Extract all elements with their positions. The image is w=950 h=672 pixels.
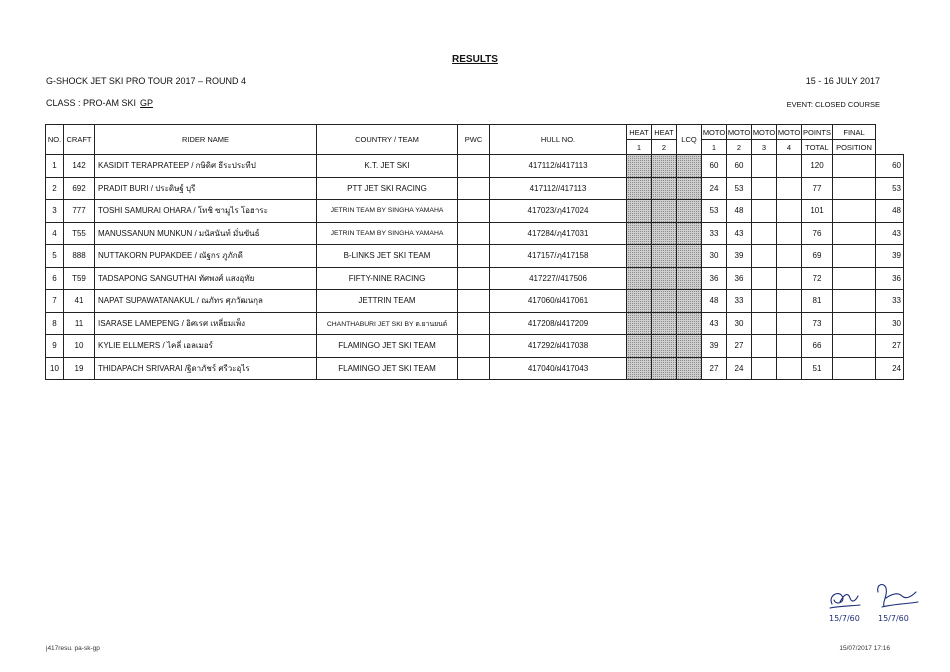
cell-lcq (677, 177, 702, 200)
signatures (826, 578, 926, 628)
cell-craft: 142 (64, 155, 95, 178)
cell-team: PTT JET SKI RACING (317, 177, 458, 200)
col-header-points: POINTS (802, 125, 833, 140)
cell-heat1 (627, 312, 652, 335)
cell-moto4 (777, 357, 802, 380)
cell-extra: 60 (876, 155, 904, 178)
footer-timestamp: 15/07/2017 17:16 (839, 645, 890, 652)
cell-craft: 692 (64, 177, 95, 200)
cell-no: 3 (46, 200, 64, 223)
col-header-moto4-num: 4 (777, 140, 802, 155)
cell-heat1 (627, 357, 652, 380)
cell-final (833, 177, 876, 200)
cell-moto3 (752, 335, 777, 358)
cell-heat1 (627, 335, 652, 358)
cell-moto4 (777, 177, 802, 200)
table-row (46, 357, 904, 380)
cell-team: CHANTHABURI JET SKI BY ต.ยานยนต์ (317, 312, 458, 335)
table-row (46, 222, 904, 245)
cell-moto3 (752, 312, 777, 335)
cell-lcq (677, 155, 702, 178)
cell-moto2: 36 (727, 267, 752, 290)
cell-moto4 (777, 200, 802, 223)
cell-extra: 27 (876, 335, 904, 358)
cell-pwc (458, 177, 490, 200)
col-header-no: NO. (46, 125, 64, 155)
cell-hull: 417040/ฝ417043 (490, 357, 627, 380)
cell-rider: TOSHI SAMURAI OHARA / โทชิ ซามูไร โอฮาระ (95, 200, 317, 223)
cell-moto3 (752, 155, 777, 178)
cell-hull: 417112//417113 (490, 177, 627, 200)
table-row (46, 312, 904, 335)
cell-lcq (677, 222, 702, 245)
cell-moto2: 33 (727, 290, 752, 313)
class-label: CLASS : PRO-AM SKI (46, 98, 137, 108)
cell-lcq (677, 357, 702, 380)
cell-total: 51 (802, 357, 833, 380)
cell-heat1 (627, 155, 652, 178)
cell-craft: 11 (64, 312, 95, 335)
cell-moto1: 33 (702, 222, 727, 245)
table-row (46, 335, 904, 358)
table-row (46, 290, 904, 313)
cell-craft: 10 (64, 335, 95, 358)
cell-total: 66 (802, 335, 833, 358)
cell-craft: T59 (64, 267, 95, 290)
cell-heat1 (627, 245, 652, 268)
cell-moto2: 30 (727, 312, 752, 335)
cell-team: JETRIN TEAM BY SINGHA YAMAHA (317, 200, 458, 223)
cell-no: 2 (46, 177, 64, 200)
cell-moto3 (752, 245, 777, 268)
cell-extra: 53 (876, 177, 904, 200)
cell-lcq (677, 200, 702, 223)
cell-lcq (677, 290, 702, 313)
col-header-position: POSITION (833, 140, 876, 155)
cell-final (833, 312, 876, 335)
cell-final (833, 290, 876, 313)
cell-moto1: 39 (702, 335, 727, 358)
cell-moto4 (777, 312, 802, 335)
document-title: RESULTS (452, 54, 498, 65)
cell-moto3 (752, 200, 777, 223)
table-row (46, 245, 904, 268)
cell-extra: 39 (876, 245, 904, 268)
cell-pwc (458, 335, 490, 358)
table-row (46, 155, 904, 178)
col-header-heat2: HEAT (652, 125, 677, 140)
cell-total: 77 (802, 177, 833, 200)
cell-heat2 (652, 200, 677, 223)
cell-lcq (677, 267, 702, 290)
col-header-moto3: MOTO (752, 125, 777, 140)
cell-no: 10 (46, 357, 64, 380)
col-header-lcq: LCQ (677, 125, 702, 155)
cell-heat2 (652, 245, 677, 268)
cell-final (833, 267, 876, 290)
cell-heat2 (652, 357, 677, 380)
signature-date-2: 15/7/60 (878, 614, 909, 623)
event-name: G-SHOCK JET SKI PRO TOUR 2017 – ROUND 4 (46, 76, 247, 86)
cell-moto3 (752, 267, 777, 290)
cell-extra: 43 (876, 222, 904, 245)
cell-lcq (677, 245, 702, 268)
cell-heat1 (627, 200, 652, 223)
cell-extra: 33 (876, 290, 904, 313)
cell-rider: KYLIE ELLMERS / ไคลี่ เอลเมอร์ (95, 335, 317, 358)
col-header-craft: CRAFT (64, 125, 95, 155)
results-body (46, 155, 904, 380)
cell-heat2 (652, 155, 677, 178)
signature-date-1: 15/7/60 (829, 614, 860, 623)
cell-pwc (458, 267, 490, 290)
cell-no: 8 (46, 312, 64, 335)
cell-no: 5 (46, 245, 64, 268)
cell-moto1: 27 (702, 357, 727, 380)
cell-pwc (458, 290, 490, 313)
cell-no: 4 (46, 222, 64, 245)
cell-heat2 (652, 267, 677, 290)
cell-moto2: 48 (727, 200, 752, 223)
signature-2-icon (878, 585, 918, 607)
col-header-moto4: MOTO (777, 125, 802, 140)
cell-heat1 (627, 267, 652, 290)
cell-lcq (677, 312, 702, 335)
footer-file-ref: j417resu. pa-sk-gp (46, 645, 100, 652)
cell-hull: 417292/ฝ417038 (490, 335, 627, 358)
table-row (46, 267, 904, 290)
cell-heat1 (627, 177, 652, 200)
col-header-moto1: MOTO (702, 125, 727, 140)
cell-heat1 (627, 222, 652, 245)
cell-rider: TADSAPONG SANGUTHAI ทัศพงศ์ แสงอุทัย (95, 267, 317, 290)
cell-moto4 (777, 245, 802, 268)
cell-craft: T55 (64, 222, 95, 245)
cell-moto1: 48 (702, 290, 727, 313)
cell-moto3 (752, 222, 777, 245)
cell-moto2: 43 (727, 222, 752, 245)
cell-final (833, 335, 876, 358)
col-header-heat1-num: 1 (627, 140, 652, 155)
cell-moto4 (777, 155, 802, 178)
cell-rider: NAPAT SUPAWATANAKUL / ณภัทร ศุภวัฒนกุล (95, 290, 317, 313)
cell-hull: 417208/ฝ417209 (490, 312, 627, 335)
cell-total: 76 (802, 222, 833, 245)
cell-team: FIFTY-NINE RACING (317, 267, 458, 290)
table-row (46, 177, 904, 200)
cell-rider: MANUSSANUN MUNKUN / มนัสนันท์ มั่นขันธ์ (95, 222, 317, 245)
cell-lcq (677, 335, 702, 358)
col-header-rider: RIDER NAME (95, 125, 317, 155)
cell-moto4 (777, 335, 802, 358)
cell-hull: 417023/ฦ417024 (490, 200, 627, 223)
cell-pwc (458, 245, 490, 268)
cell-rider: PRADIT BURI / ประดิษฐ์ บุรี (95, 177, 317, 200)
class-line (46, 98, 153, 108)
cell-no: 9 (46, 335, 64, 358)
cell-moto2: 39 (727, 245, 752, 268)
col-header-moto2-num: 2 (727, 140, 752, 155)
cell-rider: THIDAPACH SRIVARAI /ฐิดาภัชร์ ศรีวะอุไร (95, 357, 317, 380)
cell-craft: 41 (64, 290, 95, 313)
cell-no: 6 (46, 267, 64, 290)
cell-heat2 (652, 222, 677, 245)
cell-final (833, 200, 876, 223)
cell-hull: 417157/ฦ417158 (490, 245, 627, 268)
cell-final (833, 357, 876, 380)
cell-final (833, 222, 876, 245)
cell-heat2 (652, 312, 677, 335)
cell-total: 101 (802, 200, 833, 223)
cell-total: 120 (802, 155, 833, 178)
cell-rider: ISARASE LAMEPENG / อิศเรศ เหลี่ยมเพ็ง (95, 312, 317, 335)
cell-moto3 (752, 357, 777, 380)
col-header-pwc: PWC (458, 125, 490, 155)
col-header-country: COUNTRY / TEAM (317, 125, 458, 155)
cell-team: K.T. JET SKI (317, 155, 458, 178)
table-row (46, 200, 904, 223)
cell-total: 81 (802, 290, 833, 313)
cell-moto2: 53 (727, 177, 752, 200)
cell-final (833, 245, 876, 268)
cell-moto3 (752, 290, 777, 313)
cell-total: 69 (802, 245, 833, 268)
cell-pwc (458, 312, 490, 335)
col-header-moto1-num: 1 (702, 140, 727, 155)
cell-hull: 417227//417506 (490, 267, 627, 290)
event-date: 15 - 16 JULY 2017 (805, 76, 880, 86)
class-code: GP (140, 98, 154, 108)
col-header-final: FINAL (833, 125, 876, 140)
cell-moto4 (777, 222, 802, 245)
cell-rider: KASIDIT TERAPRATEEP / กษิดิศ ธีระประทีป (95, 155, 317, 178)
header-row-1 (46, 125, 904, 140)
cell-moto1: 36 (702, 267, 727, 290)
cell-moto1: 60 (702, 155, 727, 178)
results-table (45, 124, 904, 380)
cell-moto2: 27 (727, 335, 752, 358)
cell-team: JETRIN TEAM BY SINGHA YAMAHA (317, 222, 458, 245)
cell-team: FLAMINGO JET SKI TEAM (317, 357, 458, 380)
cell-moto4 (777, 290, 802, 313)
cell-total: 73 (802, 312, 833, 335)
cell-heat2 (652, 290, 677, 313)
cell-heat2 (652, 177, 677, 200)
col-header-heat2-num: 2 (652, 140, 677, 155)
cell-moto1: 24 (702, 177, 727, 200)
cell-team: JETTRIN TEAM (317, 290, 458, 313)
cell-pwc (458, 155, 490, 178)
signature-1-icon (830, 594, 860, 608)
cell-team: FLAMINGO JET SKI TEAM (317, 335, 458, 358)
cell-moto1: 53 (702, 200, 727, 223)
cell-moto4 (777, 267, 802, 290)
cell-extra: 36 (876, 267, 904, 290)
cell-craft: 888 (64, 245, 95, 268)
cell-rider: NUTTAKORN PUPAKDEE / ณัฐกร ภูภักดี (95, 245, 317, 268)
cell-moto1: 30 (702, 245, 727, 268)
cell-extra: 24 (876, 357, 904, 380)
cell-pwc (458, 357, 490, 380)
cell-moto2: 24 (727, 357, 752, 380)
cell-craft: 777 (64, 200, 95, 223)
cell-final (833, 155, 876, 178)
col-header-moto3-num: 3 (752, 140, 777, 155)
col-header-heat1: HEAT (627, 125, 652, 140)
cell-extra: 48 (876, 200, 904, 223)
cell-hull: 417112/ฝ417113 (490, 155, 627, 178)
cell-team: B-LINKS JET SKI TEAM (317, 245, 458, 268)
cell-total: 72 (802, 267, 833, 290)
cell-craft: 19 (64, 357, 95, 380)
col-header-total: TOTAL (802, 140, 833, 155)
col-header-hull: HULL NO. (490, 125, 627, 155)
cell-pwc (458, 200, 490, 223)
cell-hull: 417284/ฦ417031 (490, 222, 627, 245)
col-header-moto2: MOTO (727, 125, 752, 140)
cell-moto1: 43 (702, 312, 727, 335)
col-header-blank (876, 125, 904, 155)
cell-pwc (458, 222, 490, 245)
cell-heat1 (627, 290, 652, 313)
cell-no: 7 (46, 290, 64, 313)
cell-moto3 (752, 177, 777, 200)
event-type: EVENT: CLOSED COURSE (786, 100, 880, 109)
cell-heat2 (652, 335, 677, 358)
cell-no: 1 (46, 155, 64, 178)
cell-moto2: 60 (727, 155, 752, 178)
cell-extra: 30 (876, 312, 904, 335)
cell-hull: 417060/ฝ417061 (490, 290, 627, 313)
